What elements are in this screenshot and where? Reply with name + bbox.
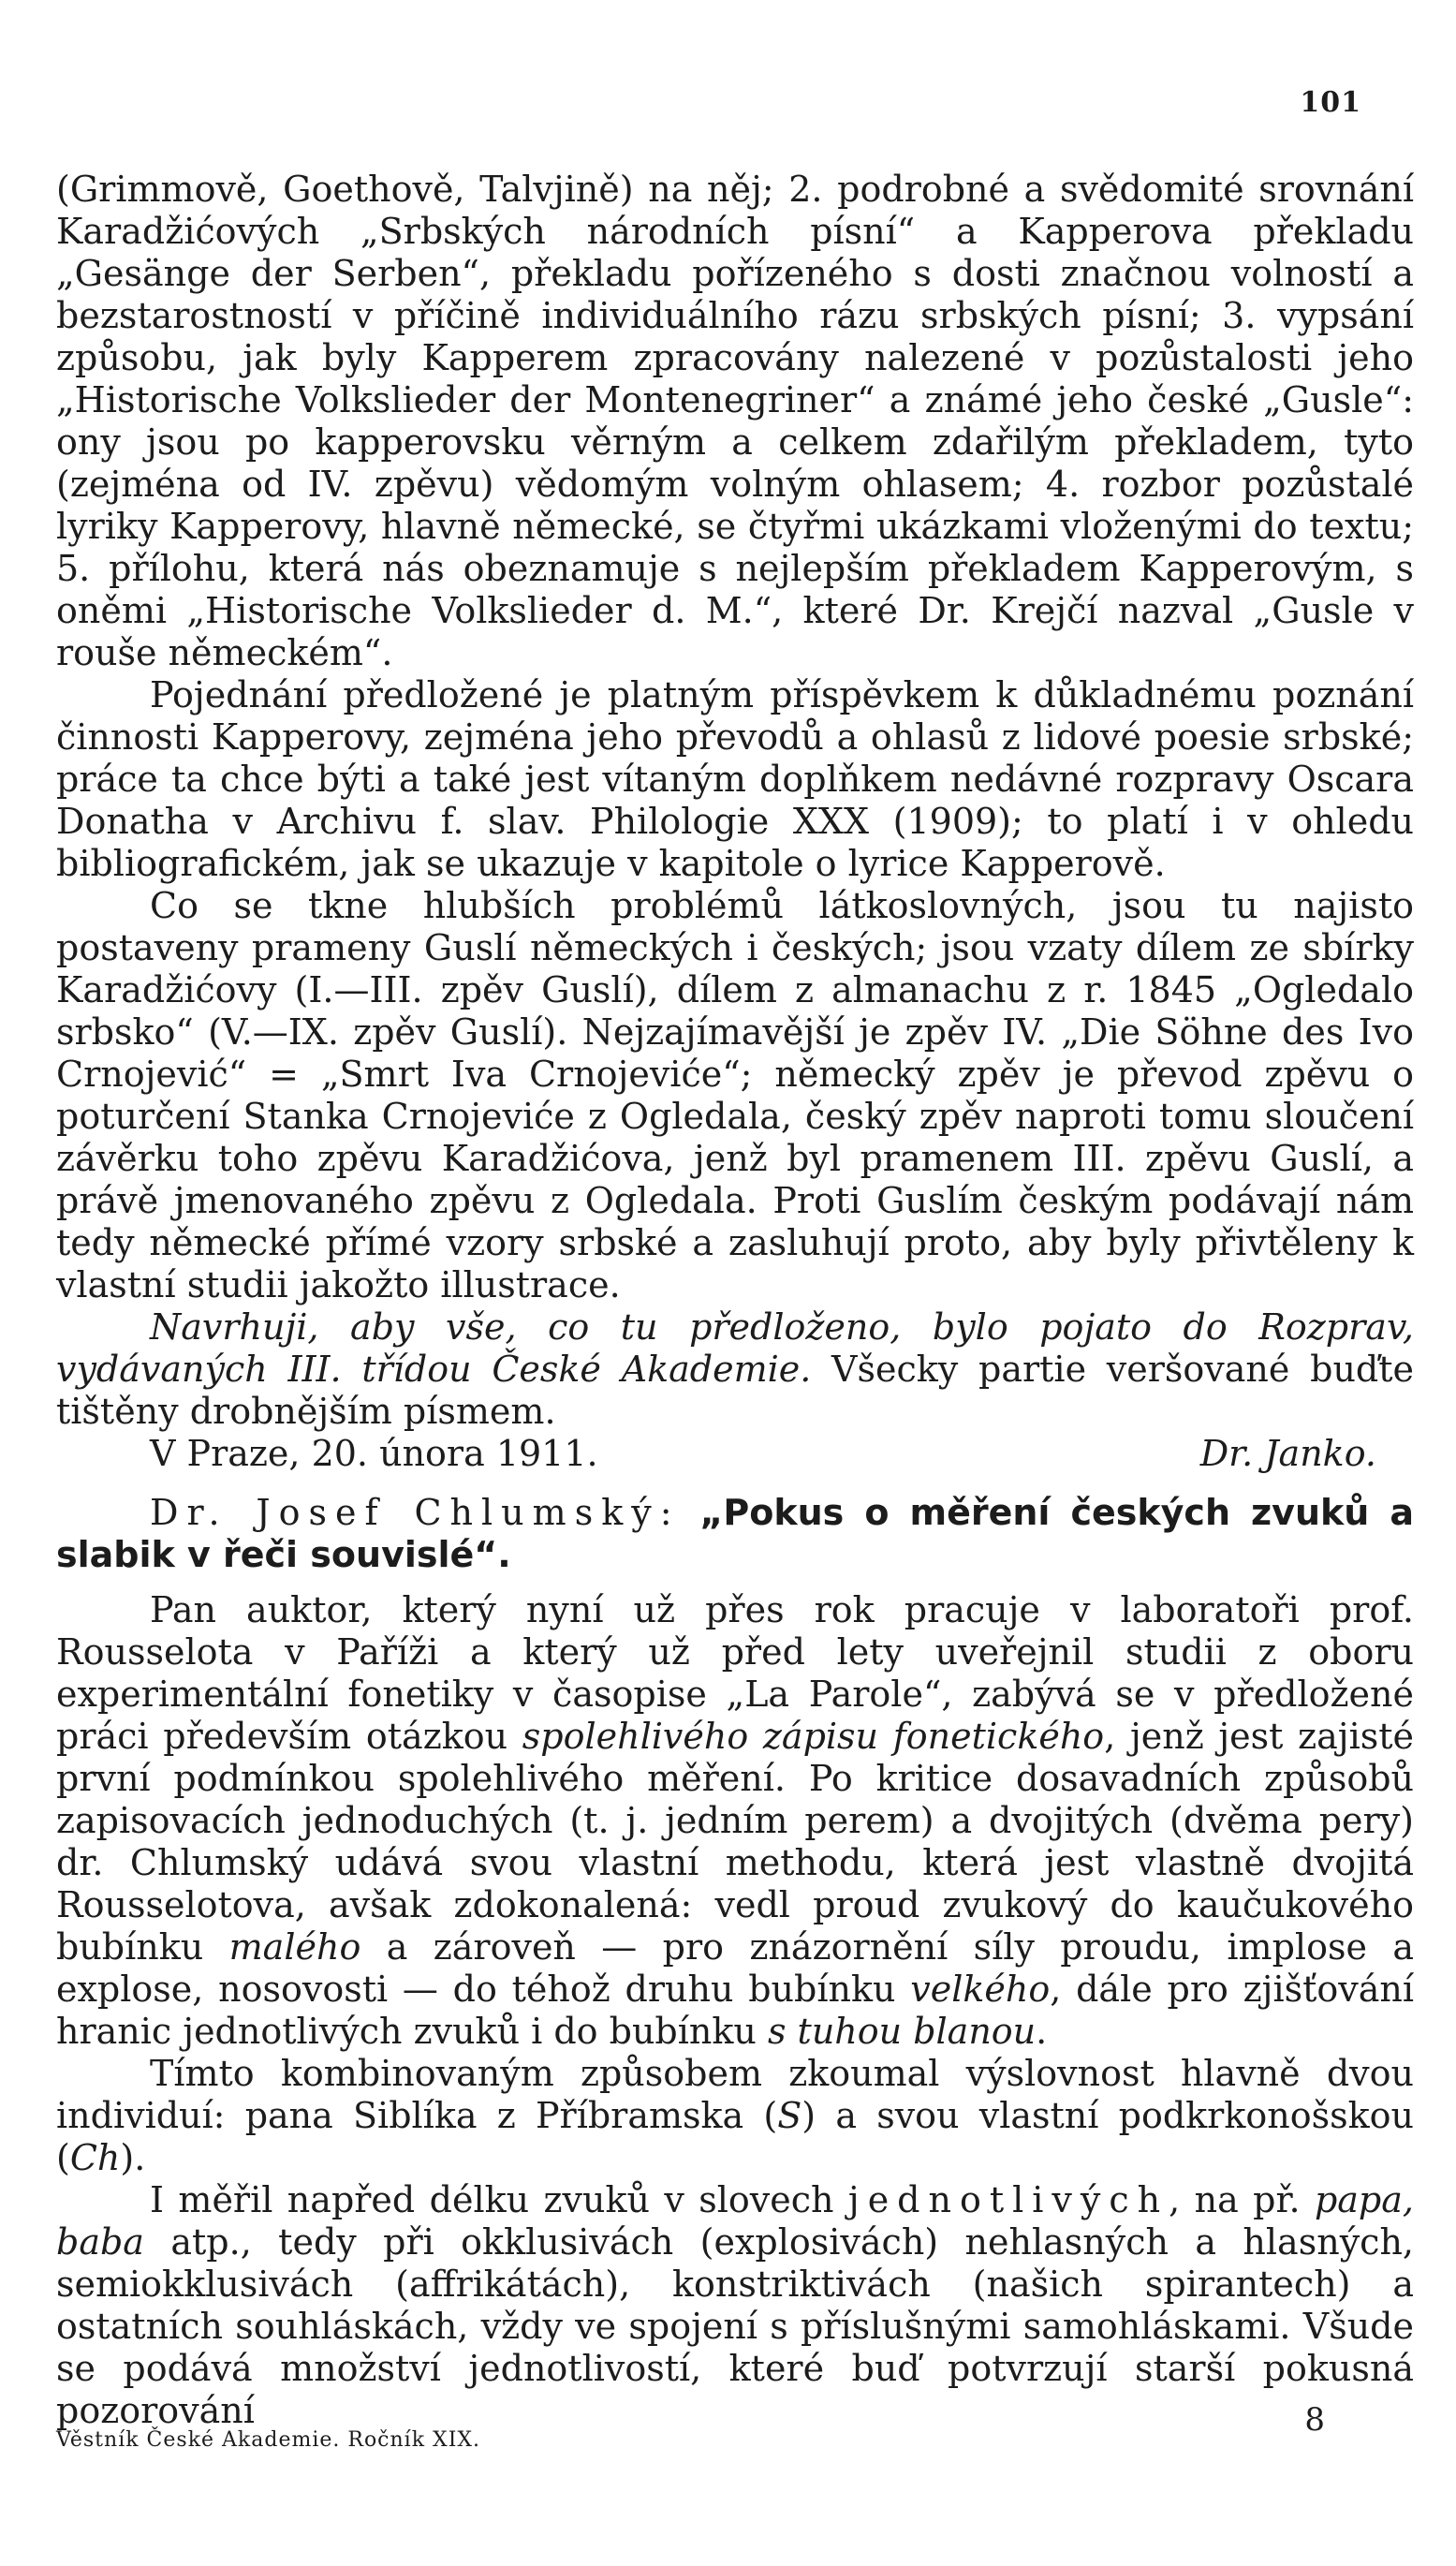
measurement-text-3: atp., tedy při okklusivách (explosivách) nehlasných a hlasných, semiokklusivách (affrikátách), konstriktivách (našich spirantech) a ostatních souhláskách, vždy ve spojení s příslušnými samohláskami. Všude se podává množství jednotlivostí, které buď potvrzují starší pokusná pozorování [56,2221,1414,2431]
measurement-text-1: I měřil napřed délku zvuků v slovech [150,2179,848,2220]
paragraph-assessment: Pojednání předložené je platným příspěvkem k důkladnému poznání činnosti Kapperovy, zejména jeho převodů a ohlasů z lidové poesie srbské; práce ta chce býti a také jest vítaným doplňkem nedávné rozpravy Oscara Donatha v Archivu f. slav. Philologie XXX (1909); to platí i v ohledu bibliografickém, jak se ukazuje v kapitole o lyrice Kapperově. [56,674,1414,884]
paragraph-review-summary: (Grimmově, Goethově, Talvjině) na něj; 2. podrobné a svědomité srovnání Karadžićových „Srbských národních písní“ a Kapperova překladu „Gesänge der Serben“, překladu pořízeného s dosti značnou volností a bezstarostností v příčině individuálního rázu srbských písní; 3. vypsání způsobu, jak byly Kapperem zpracovány nalezené v pozůstalosti jeho „Historische Volkslieder der Montenegriner“ a známé jeho české „Gusle“: ony jsou po kapperovsku věrným a celkem zdařilým překladem, tyto (zejména od IV. zpěvu) vědomým volným ohlasem; 4. rozbor pozůstalé lyriky Kapperovy, hlavně německé, se čtyřmi ukázkami vloženými do textu; 5. přílohu, která nás obeznamuje s nejlepším překladem Kapperovým, s oněmi „Historische Volkslieder d. M.“, které Dr. Krejčí nazval „Gusle v rouše německém“. [56,169,1414,673]
paragraph-recommendation [56,1306,1414,1433]
method-text-2: , jenž jest zajisté první podmínkou spolehlivého měření. Po kritice dosavadních způsobů zapisovacích jednoduchých (t. j. jedním perem) a dvojitých (dvěma pery) dr. Chlumský udává svou vlastní methodu, která jest vlastně dvojitá Rousselotova, avšak zdokonalená: vedl proud zvukový do kaučukového bubínku [56,1716,1414,1968]
footer-journal: Věstník České Akademie. Ročník XIX. [56,2428,481,2452]
measurement-text-2: , na př. [1169,2179,1315,2220]
method-text-3: a zároveň — pro znázornění síly proudu, implose a explose, nosovosti — do téhož druhu bubínku [56,1926,1414,2010]
signature: Dr. Janko. [1199,1433,1376,1474]
signature-mark: 8 [1304,2401,1325,2439]
subjects-italic-1: S [777,2095,802,2136]
measurement-spaced: jednotlivých [847,2179,1169,2220]
paragraph-method [56,1589,1414,2053]
measurement-italic-1: papa, baba [56,2179,1414,2263]
subjects-text-3: ). [120,2137,146,2178]
paragraph-subjects [56,2053,1414,2179]
place-date: V Praze, 20. února 1911. [150,1433,598,1474]
subjects-italic-2: Ch [69,2137,121,2178]
method-italic-2: malého [228,1926,361,1968]
paragraph-measurement [56,2179,1414,2432]
paragraph-sources: Co se tkne hlubších problémů látkoslovných, jsou tu najisto postaveny prameny Guslí německých i českých; jsou vzaty dílem ze sbírky Karadžićovy (I.—III. zpěv Guslí), dílem z almanachu z r. 1845 „Ogledalo srbsko“ (V.—IX. zpěv Guslí). Nejzajímavější je zpěv IV. „Die Söhne des Ivo Crnojević“ = „Smrt Iva Crnojeviće“; německý zpěv je převod zpěvu o poturčení Stanka Crnojeviće z Ogledala, český zpěv naproti tomu sloučení závěrku toho zpěvu Karadžićova, jenž byl pramenem III. zpěvu Guslí, a právě jmenovaného zpěvu z Ogledala. Proti Guslím českým podávají nám tedy německé přímé vzory srbské a zasluhují proto, aby byly přivtěleny k vlastní studii jakožto illustrace. [56,885,1414,1305]
method-text-5: . [1036,2011,1048,2052]
method-italic-3: velkého [910,1969,1051,2010]
method-italic-1: spolehlivého zápisu fonetického [522,1716,1105,1757]
method-italic-4: s tuhou blanou [767,2011,1037,2052]
recommendation-rest: Všecky partie veršované buďte tištěny drobnějším písmem. [56,1349,1414,1432]
subjects-text-1: Tímto kombinovaným způsobem zkoumal výslovnost hlavně dvou individuí: pana Siblíka z Příbramska ( [56,2053,1414,2136]
body-text [56,169,1414,2432]
recommendation-italic: Navrhuji, aby vše, co tu předloženo, bylo pojato do Rozprav, vydávaných III. třídou České Akademie. [56,1306,1414,1390]
method-text-1: Pan auktor, který nyní už přes rok pracuje v laboratoři prof. Rousselota v Paříži a který už před lety uveřejnil studii z oboru experimentální fonetiky v časopise „La Parole“, zabývá se v předložené práci především otázkou [56,1589,1414,1757]
method-text-4: , dále pro zjišťování hranic jednotlivých zvuků i do bubínku [56,1969,1414,2052]
heading-author: Dr. Josef Chlumský: [150,1492,681,1533]
page-number: 101 [1300,86,1361,119]
section-heading [56,1492,1414,1576]
subjects-text-2: ) a svou vlastní podkrkonošskou ( [56,2095,1414,2178]
heading-title: „Pokus o měření českých zvuků a slabik v řeči souvislé“. [56,1492,1414,1575]
place-date-line [56,1433,1414,1475]
